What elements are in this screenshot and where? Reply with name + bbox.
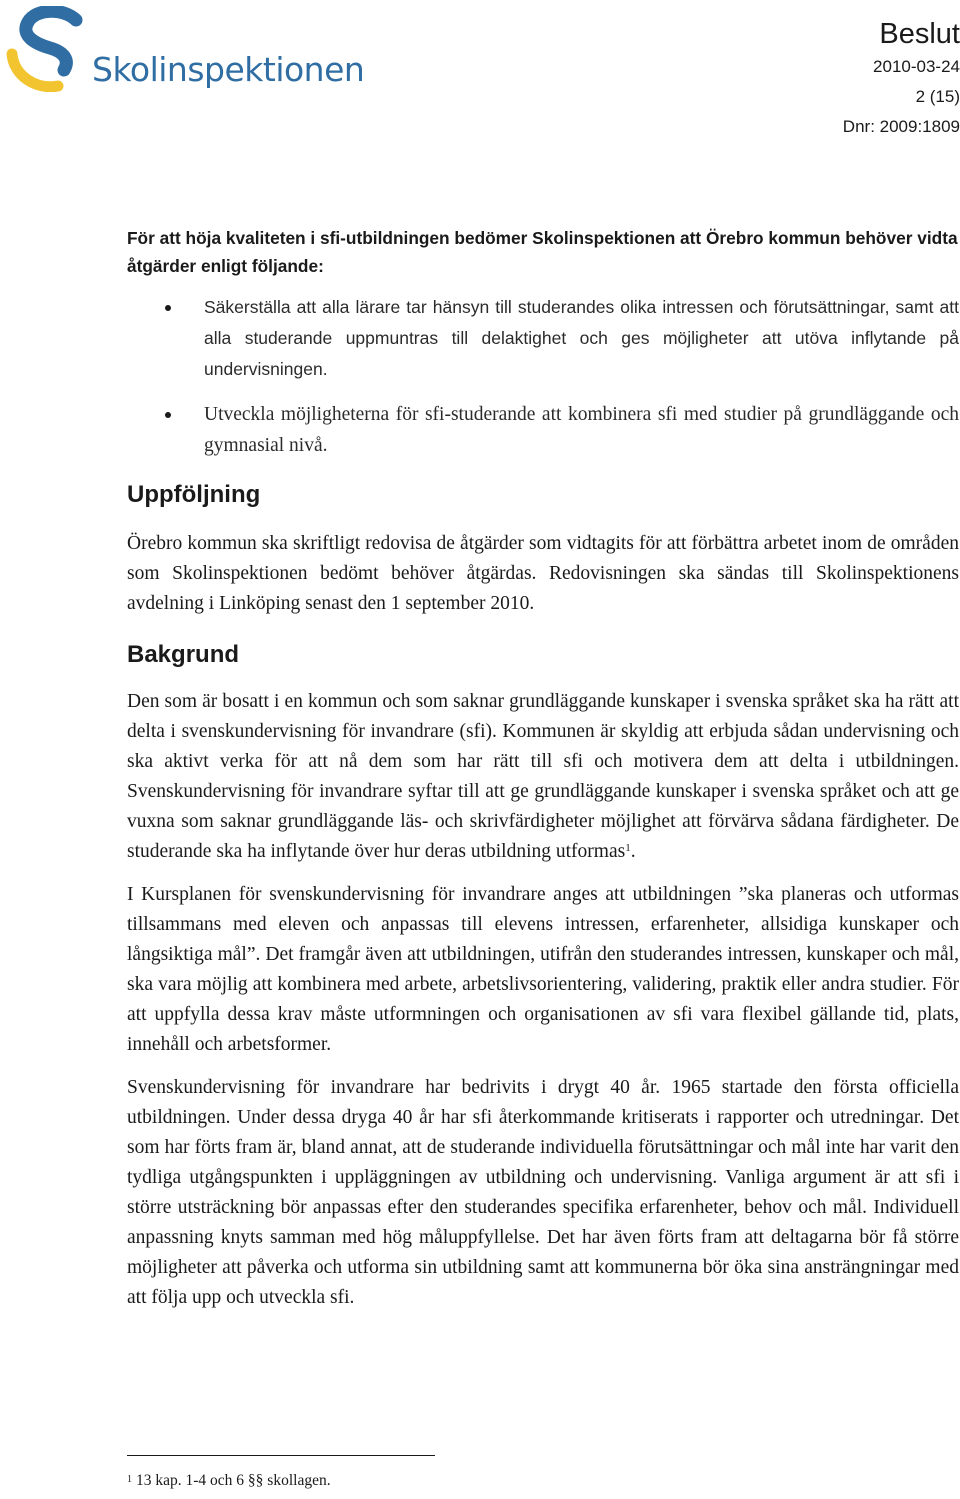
document-meta [843, 16, 960, 142]
bullet-icon [165, 305, 171, 311]
logo [6, 6, 365, 92]
diary-number: Dnr: 2009:1809 [842, 117, 960, 136]
page-number: 2 (15) [915, 87, 960, 106]
list-item: Utveckla möjligheterna för sfi-studerande att kombinera sfi med studier på grundläggande och gymnasial nivå. [127, 399, 959, 461]
logo-text: Skolinspektionen [92, 50, 365, 89]
uppfoljning-text: Örebro kommun ska skriftligt redovisa de åtgärder som vidtagits för att förbättra arbetet inom de områden som Skolinspektionen bedömt behöver åtgärdas. Redovisningen ska sändas till Skolinspektionens avdelning i Linköping senast den 1 september 2010. [127, 533, 959, 614]
logo-mark-icon [6, 6, 92, 92]
intro-text: För att höja kvaliteten i sfi-utbildningen bedömer Skolinspektionen att Örebro kommun behöver vidta åtgärder enligt följande: [127, 228, 958, 276]
measures-list [127, 292, 959, 461]
footnote-ref: 1 [625, 842, 631, 854]
document-type: Beslut [879, 18, 960, 50]
section-heading-bakgrund: Bakgrund [127, 641, 240, 668]
bakgrund-paragraph: Svenskundervisning för invandrare har bedrivits i drygt 40 år. 1965 startade den första officiella utbildningen. Under dessa dryga 40 år har sfi återkommande kritiserats i rapporter och utredningar. Det som har förts fram är, bland annat, att de studerande individuella förutsättningar och mål inte har varit den tydliga utgångspunkten i uppläggningen av utbildning och undervisning. Vanliga argument är att sfi i större utsträckning bör anpassas efter den studerandes specifika erfarenheter, behov och mål. Individuell anpassning knyts samman med hög måluppfyllelse. Det har även förts fram att deltagarna bör få större möjligheter att påverka och utforma sin utbildning samt att kommunerna bör öka sina ansträngningar med att följa upp och utveckla sfi. [127, 1077, 959, 1308]
document-date: 2010-03-24 [873, 57, 960, 76]
section-heading-uppfoljning: Uppföljning [127, 481, 261, 508]
footnote-divider [127, 1455, 435, 1456]
footnote-text: 13 kap. 1-4 och 6 §§ skollagen. [136, 1472, 331, 1489]
document-body [127, 224, 959, 1313]
bullet-icon [165, 412, 171, 418]
footnote [127, 1472, 331, 1490]
bakgrund-paragraph: I Kursplanen för svenskundervisning för invandrare anges att utbildningen ”ska planeras och utformas tillsammans med eleven och anpassas till elevens intressen, erfarenheter, allsidiga kunskaper och långsiktiga mål”. Det framgår även att utbildningen, utifrån den studerandes intressen, kunskaper och mål, ska vara möjlig att kombinera med arbete, arbetslivsorientering, validering, praktik eller andra studier. För att uppfylla dessa krav måste utformningen och organisationen av sfi vara flexibel gällande tid, plats, innehåll och arbetsformer. [127, 884, 959, 1055]
list-item: Säkerställa att alla lärare tar hänsyn till studerandes olika intressen och förutsättningar, samt att alla studerande uppmuntras till delaktighet och ges möjligheter att utöva inflytande på undervisningen. [127, 292, 959, 385]
footnote-number: 1 [127, 1474, 132, 1485]
bakgrund-paragraph: Den som är bosatt i en kommun och som saknar grundläggande kunskaper i svenska språket ska ha rätt att delta i svenskundervisning för invandrare (sfi). Kommunen är skyldig att erbjuda sådan undervisning och ska aktivt verka för att nå dem som har rätt till sfi och motivera dem att delta i utbildningen. Svenskundervisning för invandrare syftar till att ge grundläggande kunskaper i svenska språket och att ge vuxna som saknar grundläggande läs- och skrivfärdigheter möjlighet att förvärva sådana färdigheter. De studerande ska ha inflytande över hur deras utbildning utformas$^1$. [127, 691, 959, 862]
